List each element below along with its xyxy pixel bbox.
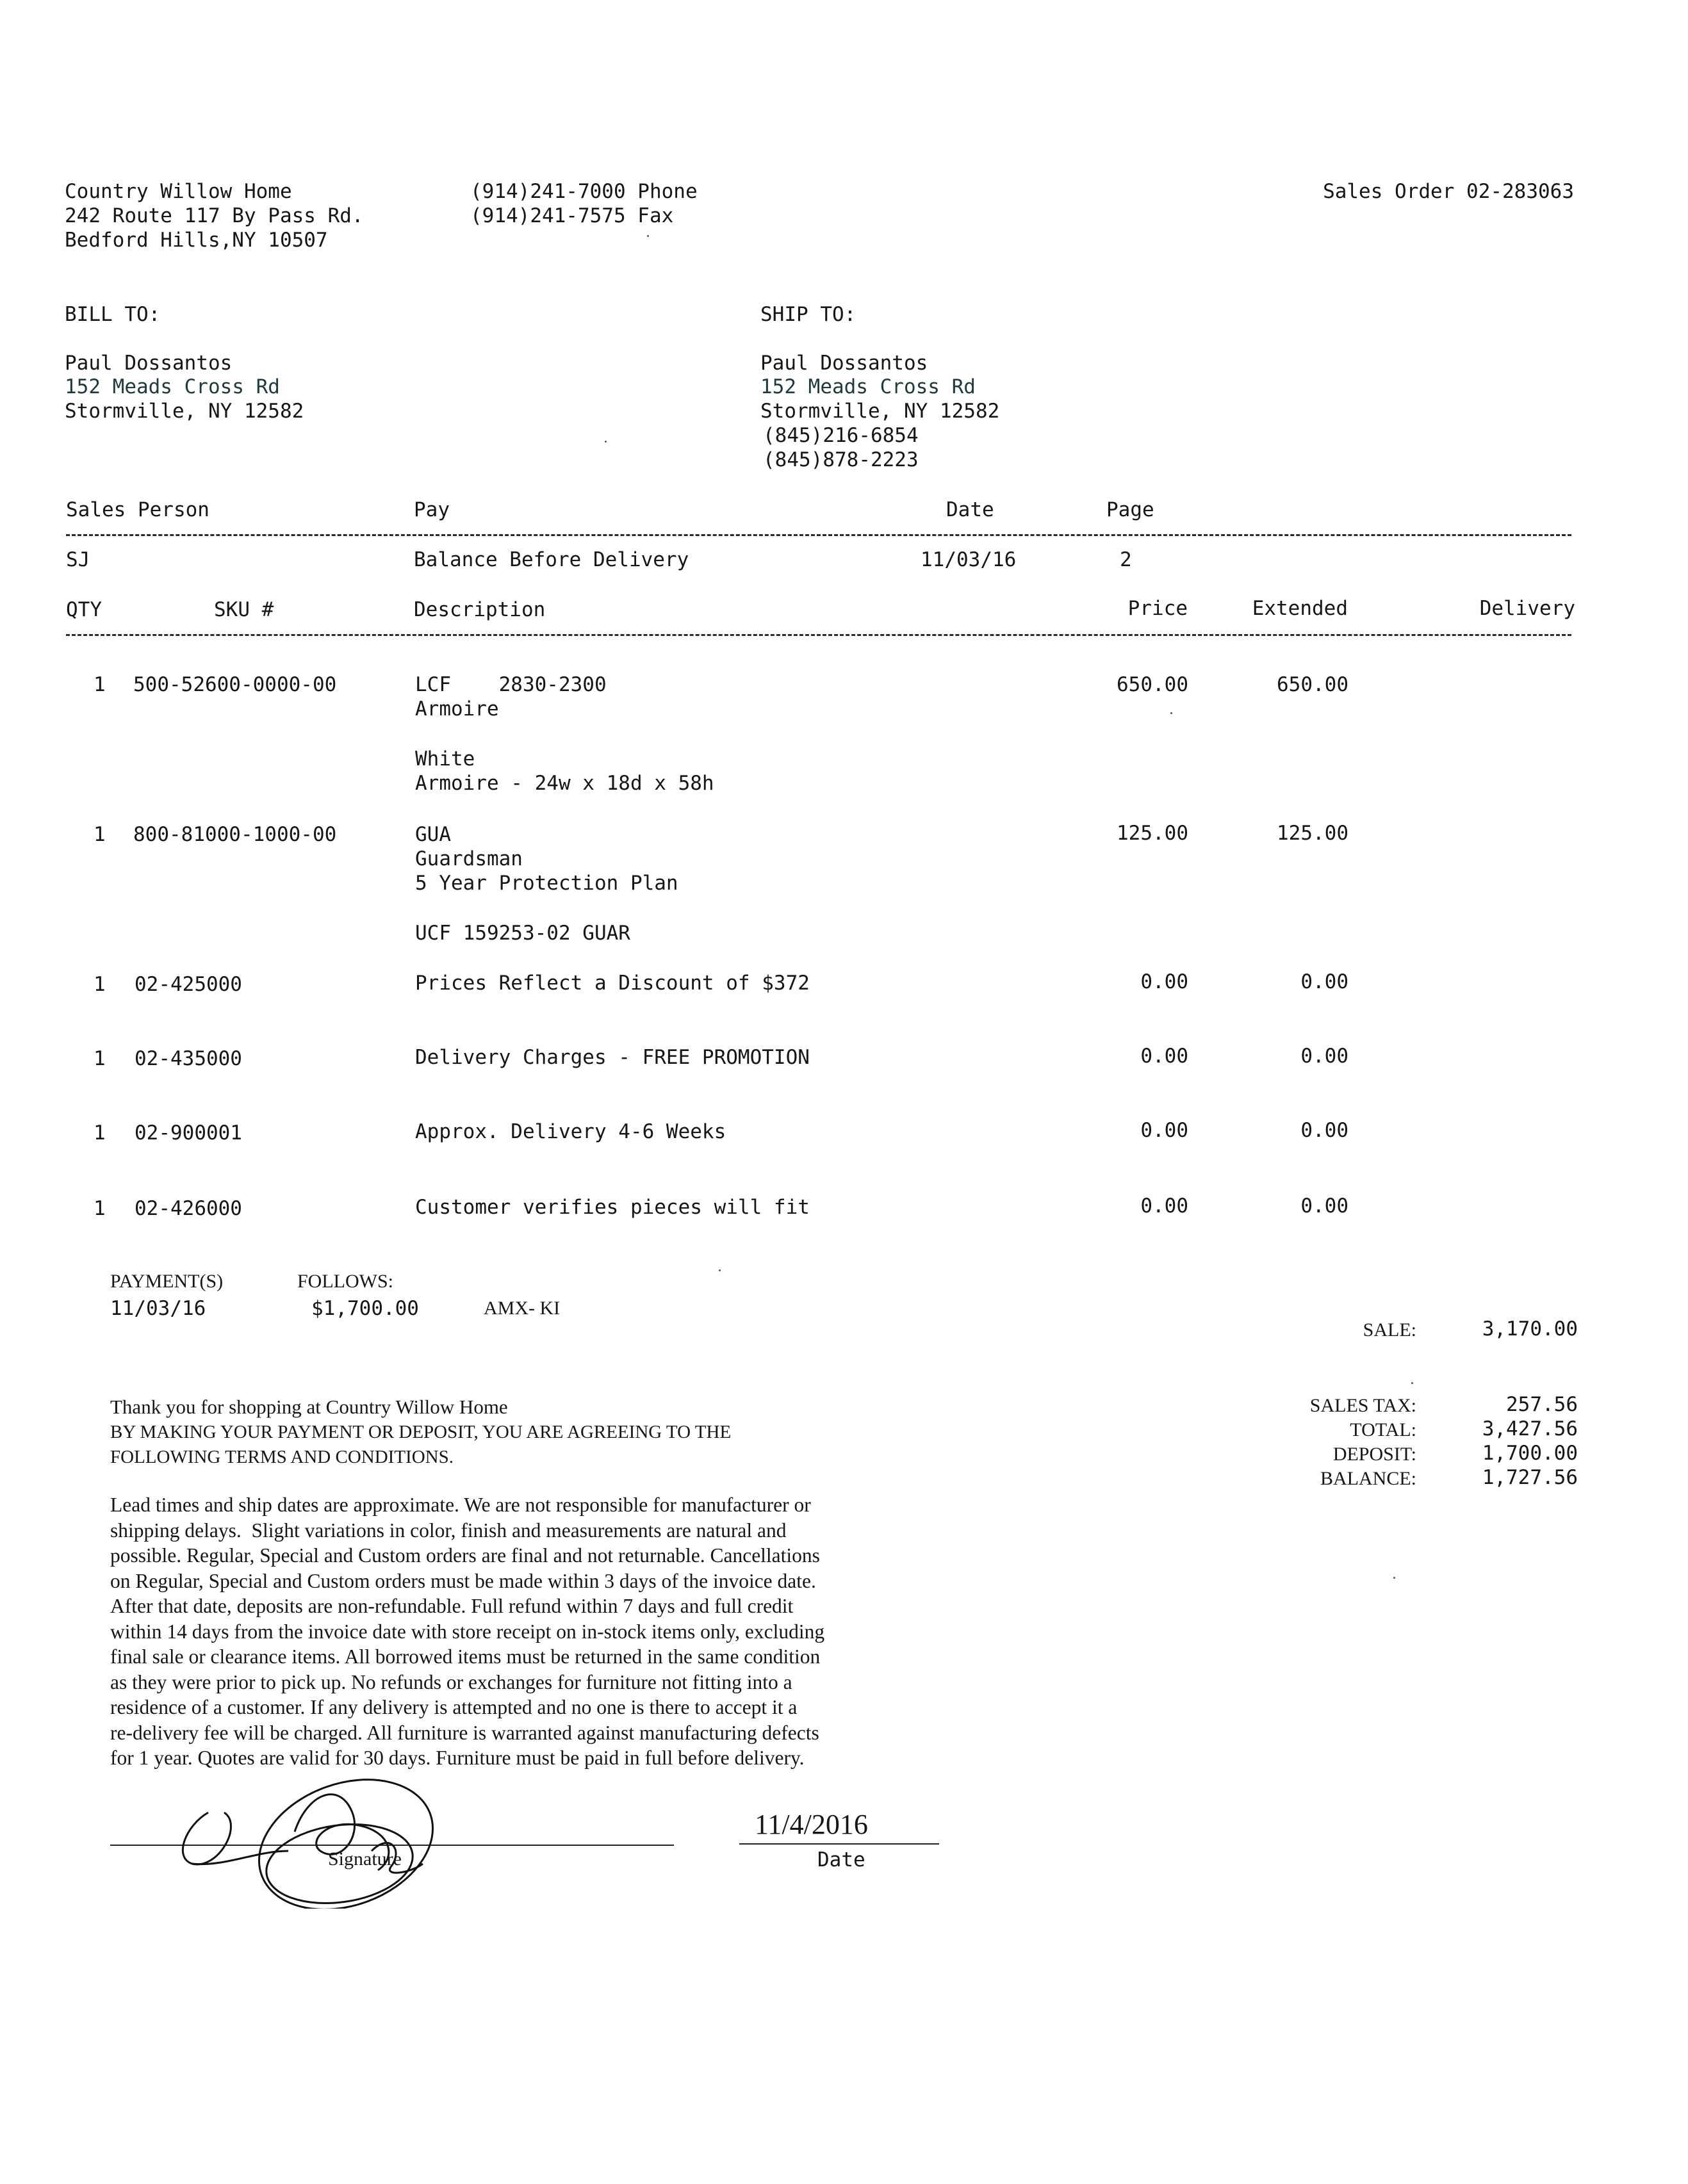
date-value: 11/03/16 — [921, 548, 1017, 571]
sales-tax-label: SALES TAX: — [1309, 1395, 1416, 1416]
item-qty: 1 — [94, 1197, 106, 1220]
header-qty: QTY — [66, 598, 102, 621]
terms-line: within 14 days from the invoice date with store receipt on in-stock items only, excluding — [110, 1620, 825, 1643]
terms-line: re-delivery fee will be charged. All furniture is warranted against manufacturing defects — [110, 1721, 819, 1744]
item-desc-line2: Guardsman — [415, 847, 523, 870]
item-desc-line1: Delivery Charges - FREE PROMOTION — [415, 1046, 810, 1069]
scan-speck — [1393, 1577, 1395, 1579]
scan-speck — [647, 235, 649, 237]
item-desc-line1: LCF 2830-2300 — [415, 673, 607, 696]
item-qty: 1 — [94, 1121, 106, 1145]
bill-to-heading: BILL TO: — [65, 303, 161, 326]
item-desc-line4: UCF 159253-02 GUAR — [415, 922, 630, 945]
ship-to-phone-1: (845)216-6854 — [763, 424, 919, 447]
item-extended: 650.00 — [1277, 673, 1348, 696]
company-fax: (914)241-7575 Fax — [470, 204, 674, 227]
terms-line: shipping delays. Slight variations in color, finish and measurements are natural and — [110, 1519, 787, 1542]
item-qty: 1 — [94, 673, 106, 696]
company-phone: (914)241-7000 Phone — [470, 180, 698, 203]
item-desc-line4: Armoire - 24w x 18d x 58h — [415, 772, 714, 795]
bill-to-street: 152 Meads Cross Rd — [65, 375, 280, 398]
item-price: 0.00 — [1140, 970, 1188, 993]
terms-line: residence of a customer. If any delivery is attempted and no one is there to accept it a — [110, 1696, 798, 1718]
header-sales-person: Sales Person — [66, 498, 209, 521]
header-sku: SKU # — [214, 598, 274, 621]
header-page: Page — [1106, 498, 1154, 521]
date-label: Date — [817, 1848, 865, 1871]
item-sku: 02-435000 — [135, 1047, 242, 1070]
item-qty: 1 — [94, 1047, 106, 1070]
terms-notice-line2: FOLLOWING TERMS AND CONDITIONS. — [110, 1447, 454, 1467]
thanks-line: Thank you for shopping at Country Willow Home — [110, 1396, 508, 1418]
terms-line: possible. Regular, Special and Custom orders are final and not returnable. Cancellations — [110, 1544, 820, 1567]
item-extended: 125.00 — [1277, 822, 1348, 845]
signed-date: 11/4/2016 — [755, 1809, 868, 1840]
ship-to-phone-2: (845)878-2223 — [763, 448, 919, 471]
deposit-amount: 1,700.00 — [1482, 1442, 1578, 1465]
company-address-line1: 242 Route 117 By Pass Rd. — [65, 204, 364, 227]
item-desc-line2: Armoire — [415, 697, 499, 721]
divider-items — [66, 634, 1571, 636]
company-name: Country Willow Home — [65, 180, 292, 203]
terms-line: Lead times and ship dates are approximate. We are not responsible for manufacturer or — [110, 1494, 811, 1516]
item-sku: 02-900001 — [135, 1121, 242, 1145]
company-address-line2: Bedford Hills,NY 10507 — [65, 229, 328, 252]
page-value: 2 — [1120, 548, 1132, 571]
terms-notice-line1: BY MAKING YOUR PAYMENT OR DEPOSIT, YOU ARE AGREEING TO THE — [110, 1422, 732, 1442]
item-extended: 0.00 — [1300, 1045, 1348, 1068]
scan-speck — [1411, 1382, 1413, 1384]
item-extended: 0.00 — [1300, 1119, 1348, 1142]
pay-value: Balance Before Delivery — [414, 548, 689, 571]
terms-line: for 1 year. Quotes are valid for 30 days. Furniture must be paid in full before delivery. — [110, 1747, 805, 1769]
ship-to-heading: SHIP TO: — [760, 303, 856, 326]
payments-follows-heading: FOLLOWS: — [297, 1271, 393, 1292]
payment-method: AMX- KI — [484, 1298, 561, 1319]
item-desc-line1: Approx. Delivery 4-6 Weeks — [415, 1120, 726, 1143]
terms-paragraph — [110, 1492, 1423, 1771]
item-desc-line1: GUA — [415, 823, 451, 846]
signature-label: Signature — [328, 1848, 402, 1870]
header-extended: Extended — [1252, 597, 1348, 620]
terms-line: on Regular, Special and Custom orders must be made within 3 days of the invoice date. — [110, 1569, 816, 1592]
item-sku: 02-426000 — [135, 1197, 242, 1220]
item-desc-line3: White — [415, 747, 475, 770]
item-desc-line1: Customer verifies pieces will fit — [415, 1196, 810, 1219]
payment-date: 11/03/16 — [110, 1297, 206, 1320]
item-sku: 800-81000-1000-00 — [133, 823, 337, 846]
ship-to-street: 152 Meads Cross Rd — [760, 375, 976, 398]
payment-amount: $1,700.00 — [311, 1297, 419, 1320]
item-price: 125.00 — [1117, 822, 1188, 845]
scan-speck — [1170, 712, 1172, 714]
balance-label: BALANCE: — [1320, 1468, 1416, 1489]
item-price: 0.00 — [1140, 1045, 1188, 1068]
sales-tax-amount: 257.56 — [1506, 1393, 1578, 1416]
header-description: Description — [414, 598, 546, 621]
item-qty: 1 — [94, 823, 106, 846]
header-date: Date — [946, 498, 994, 521]
ship-to-name: Paul Dossantos — [760, 352, 928, 375]
deposit-label: DEPOSIT: — [1332, 1444, 1416, 1465]
header-pay: Pay — [414, 498, 450, 521]
ship-to-city: Stormville, NY 12582 — [760, 400, 1000, 423]
item-desc-line3: 5 Year Protection Plan — [415, 872, 678, 895]
scan-speck — [719, 1269, 721, 1271]
header-price: Price — [1127, 597, 1188, 620]
sale-label: SALE: — [1363, 1319, 1416, 1341]
item-desc-line1: Prices Reflect a Discount of $372 — [415, 972, 810, 995]
item-sku: 02-425000 — [135, 973, 242, 996]
item-price: 0.00 — [1140, 1194, 1188, 1218]
sale-amount: 3,170.00 — [1482, 1317, 1578, 1341]
item-sku: 500-52600-0000-00 — [133, 673, 337, 696]
handwritten-signature — [147, 1755, 545, 1909]
sales-person-value: SJ — [66, 548, 90, 571]
header-delivery: Delivery — [1479, 597, 1575, 620]
sales-order-number: Sales Order 02-283063 — [1323, 180, 1574, 203]
divider-meta — [66, 534, 1571, 536]
terms-line: final sale or clearance items. All borrowed items must be returned in the same condition — [110, 1645, 821, 1668]
balance-amount: 1,727.56 — [1482, 1466, 1578, 1489]
payments-heading: PAYMENT(S) — [110, 1271, 224, 1292]
total-amount: 3,427.56 — [1482, 1417, 1578, 1440]
item-price: 650.00 — [1117, 673, 1188, 696]
item-extended: 0.00 — [1300, 970, 1348, 993]
bill-to-city: Stormville, NY 12582 — [65, 400, 304, 423]
date-line — [739, 1843, 939, 1845]
item-price: 0.00 — [1140, 1119, 1188, 1142]
terms-line: After that date, deposits are non-refundable. Full refund within 7 days and full credit — [110, 1595, 794, 1617]
bill-to-name: Paul Dossantos — [65, 352, 233, 375]
scan-speck — [605, 441, 607, 443]
item-extended: 0.00 — [1300, 1194, 1348, 1218]
total-label: TOTAL: — [1350, 1419, 1416, 1440]
item-qty: 1 — [94, 973, 106, 996]
terms-line: as they were prior to pick up. No refunds or exchanges for furniture not fitting into a — [110, 1670, 792, 1693]
